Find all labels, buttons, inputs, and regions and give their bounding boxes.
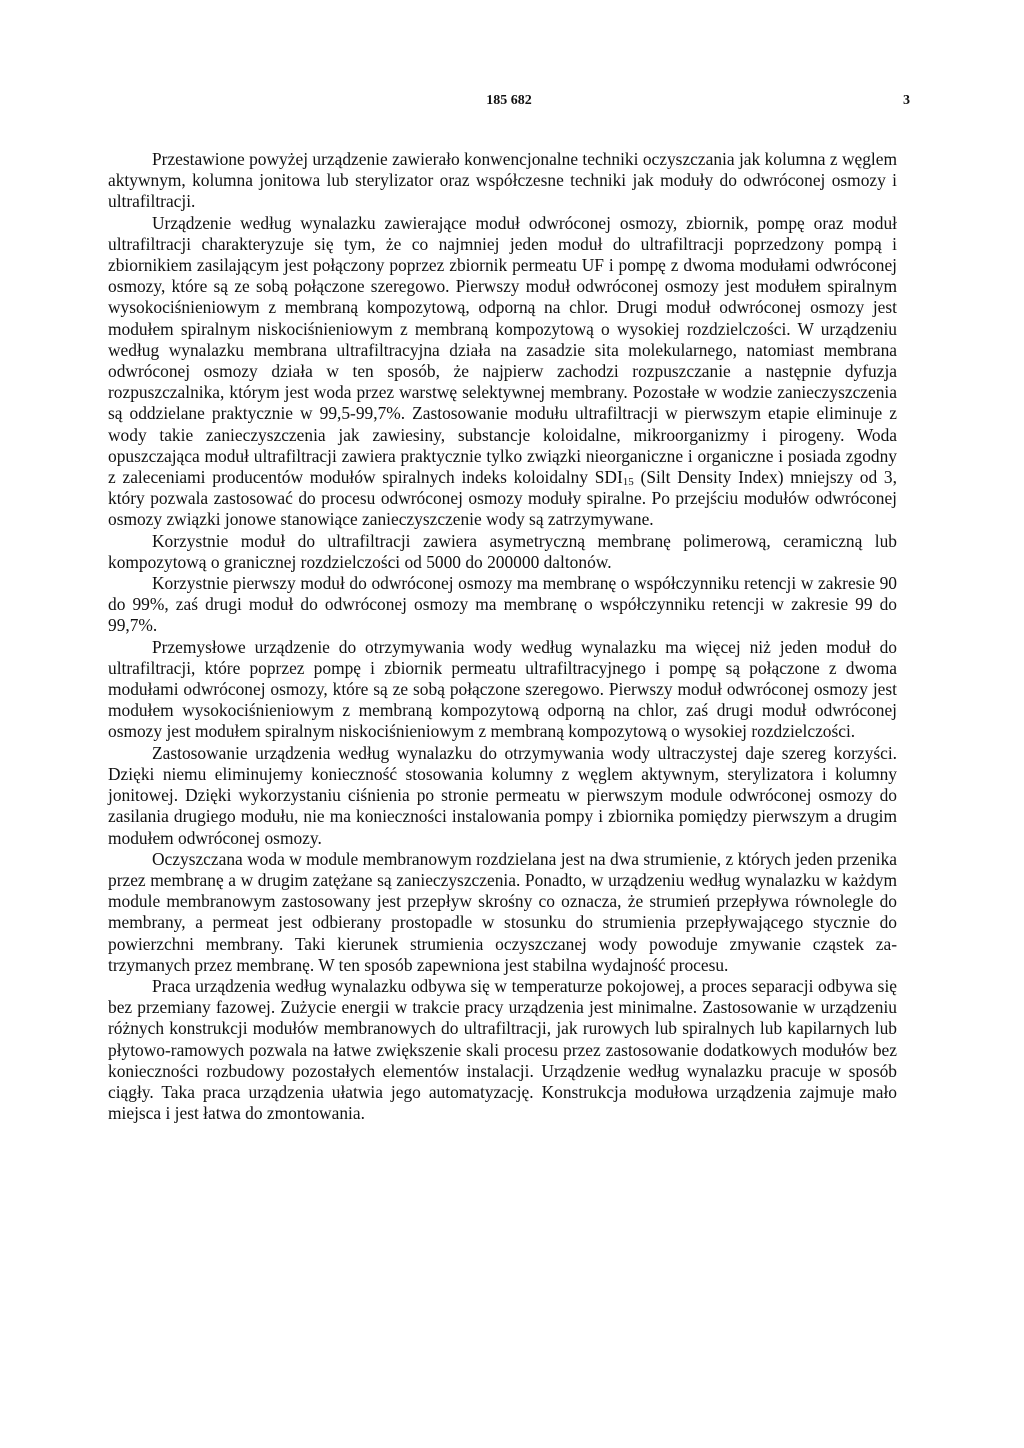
page-number: 3 — [903, 93, 910, 108]
sdi-subscript: 15 — [622, 476, 634, 489]
paragraph-intro: Przestawione powyżej urządzenie zawierało konwencjonalne techniki oczyszczania jak kolumna z węglem aktywnym, kolumna jonitowa lub sterylizator oraz współczesne techniki jak moduły do odwróconej osmozy i ultrafiltracji. — [108, 149, 897, 212]
paragraph-invention-description — [108, 213, 897, 531]
paragraph-industrial-device: Przemysłowe urządzenie do otrzymywania wody według wynalazku ma więcej niż jeden moduł do ultrafiltracji, które poprzez pompę i zbiornik permeatu ultrafiltracyjnego i pompę są połączone z dwoma modułami odwróconej osmozy, które są ze sobą połączone szeregowo. Pierwszy moduł odwróconej osmozy jest modułem wysokociśnieniowym z membraną kompozytową odporną na chlor, zaś drugi moduł odwróconej osmozy jest modułem spiralnym niskociśnieniowym z membraną kompozytową o wysokiej rozdzielczości. — [108, 636, 897, 742]
paragraph-cross-flow: Oczyszczana woda w module membranowym rozdzielana jest na dwa strumienie, z których jeden przenika przez membranę a w drugim zatężane są zanieczyszczenia. Ponadto, w urządzeniu według wynalazku w każdym module membranowym zastosowany jest przepływ skrośny co oznacza, że strumień przepływa równolegle do membrany, a permeat jest odbierany prostopadle w stosunku do strumienia przepływającego stycznie do powierzchni membrany. Taki kierunek strumienia oczyszczanej wody powoduje zmywanie cząstek zatrzymanych przez membranę. W ten sposób zapewniona jest stabilna wydajność procesu. — [108, 848, 897, 975]
patent-number: 185 682 — [486, 93, 532, 108]
page-header — [108, 93, 910, 115]
paragraph-advantages: Zastosowanie urządzenia według wynalazku do otrzymywania wody ultraczystej daje szereg korzyści. Dzięki niemu eliminujemy konieczność stosowania kolumny z węglem aktywnym, sterylizatora i kolumny jonitowej. Dzięki wykorzystaniu ciśnienia po stronie permeatu w pierwszym module odwróconej osmozy do zasilania drugiego modułu, nie ma konieczności instalowania pompy i zbiornika pomiędzy pierwszym a drugim modułem odwróconej osmozy. — [108, 742, 897, 848]
paragraph-invention-text-start: Urządzenie według wynalazku zawierające moduł odwróconej osmozy, zbiornik, pompę oraz moduł ultrafiltracji charakteryzuje się tym, że co najmniej jeden moduł do ultrafiltracji poprzedzony pompą i zbiornikiem zasilającym jest połączony poprzez zbiornik permeatu UF i pompę z dwoma modułami odwróconej osmozy, które są ze sobą połączone szeregowo. Pierwszy moduł odwróconej osmozy jest modułem spiralnym wysokociśnieniowym z membraną kompozytową, odporną na chlor. Drugi moduł odwróconej osmozy jest modułem spiralnym niskociśnieniowym z membraną kompozytową o wysokiej rozdzielczości. W urządzeniu według wynalazku membrana ultrafiltracyjna działa na zasadzie sita molekularnego, natomiast membrana odwróconej osmozy działa w ten sposób, że najpierw zachodzi rozpuszczanie a następnie dyfuzja rozpuszczalnika, którym jest woda przez warstwę selektywnej membrany. Pozostałe w wodzie zanieczyszczenia są oddzielane praktycznie w 99,5-99,7%. Zastosowanie modułu ultrafiltracji w pierwszym etapie eliminuje z wody takie zanieczyszczenia jak zawiesiny, substancje koloidalne, mikroorganizmy i pirogeny. Woda opuszczająca moduł ultrafiltracji zawiera praktycznie tylko związki nieorganiczne i organiczne i posiada zgodny z zaleceniami producentów modułów spiralnych indeks koloidalny SDI — [108, 212, 897, 488]
paragraph-operation: Praca urządzenia według wynalazku odbywa się w temperaturze pokojowej, a proces separacji odbywa się bez przemiany fazowej. Zużycie energii w trakcie pracy urządzenia jest minimalne. Zastosowanie w urządzeniu różnych konstrukcji modułów membranowych do ultrafiltracji, jak rurowych lub spiralnych lub kapilarnych lub płytowo-ramowych pozwala na łatwe zwiększenie skali procesu przez zastosowanie dodatkowych modułów bez konieczności rozbudowy pozostałych elementów instalacji. Urządzenie według wynalazku pracuje w sposób ciągły. Taka praca urządzenia ułatwia jego automatyzację. Konstrukcja modułowa urządzenia zajmuje mało miejsca i jest łatwa do zmontowania. — [108, 975, 897, 1124]
paragraph-ultrafiltration-membrane: Korzystnie moduł do ultrafiltracji zawiera asymetryczną membranę polimerową, ceramiczną lub kompozytową o granicznej rozdzielczości od 5000 do 200000 daltonów. — [108, 530, 897, 572]
document-body — [108, 149, 897, 1124]
paragraph-invention-text-end: (Silt Density Index) mniejszy od 3, który pozwala zastosować do procesu odwróconej osmozy moduły spiralne. Po przejściu modułów odwróconej osmozy związki jonowe stanowiące zanieczyszczenie wody są zatrzymywane. — [108, 467, 897, 530]
paragraph-retention-coefficient: Korzystnie pierwszy moduł do odwróconej osmozy ma membranę o współczynniku retencji w zakresie 90 do 99%, zaś drugi moduł do odwróconej osmozy ma membranę o współczynniku retencji w zakresie 99 do 99,7%. — [108, 573, 897, 636]
